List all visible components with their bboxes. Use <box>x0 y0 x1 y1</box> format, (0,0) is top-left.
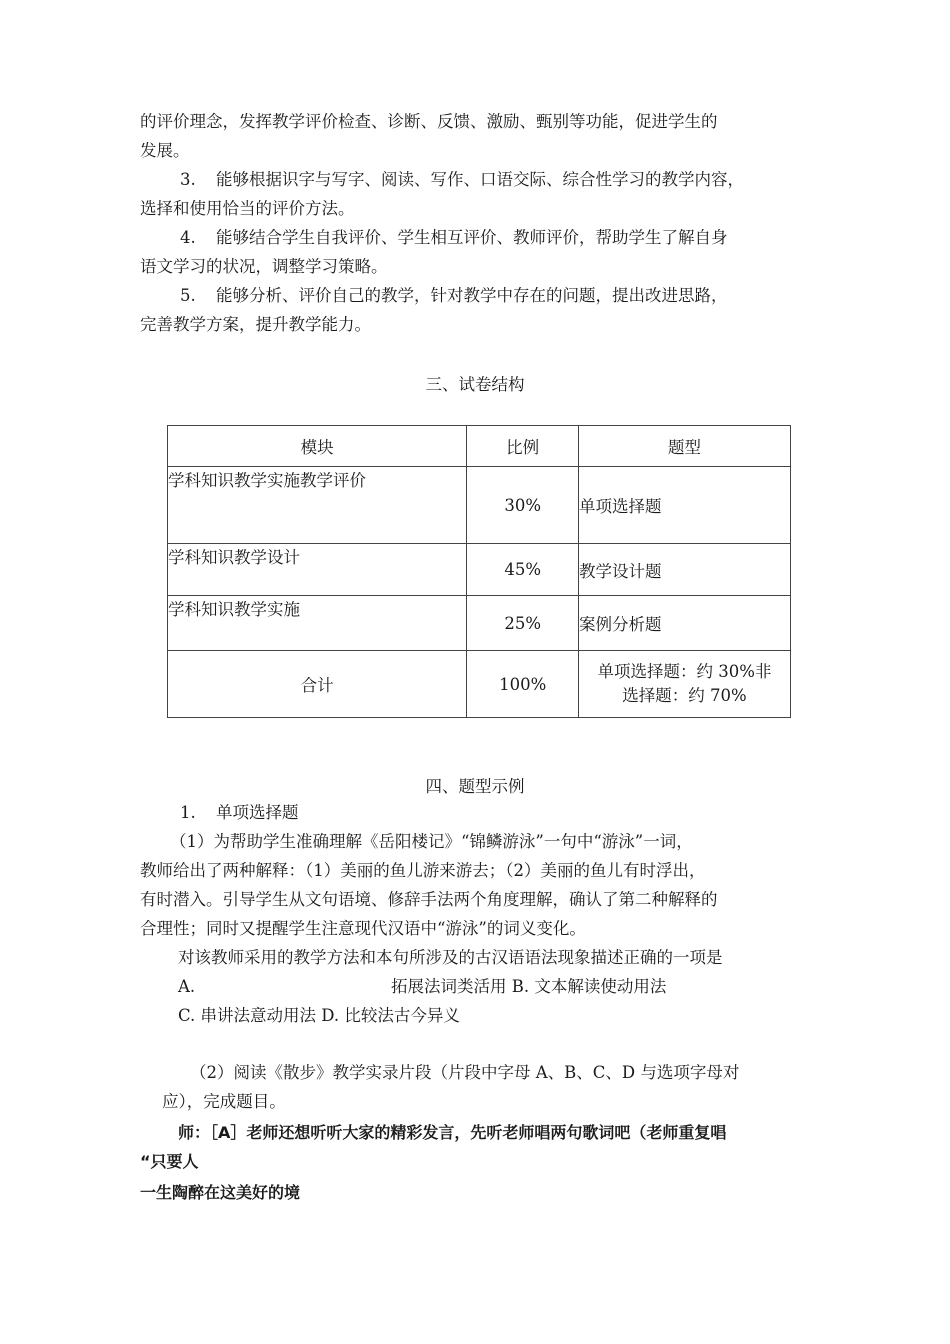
module-cell: 学科知识教学实施 <box>168 596 467 651</box>
transcript-line: 一生陶醉在这美好的境 <box>140 1183 301 1202</box>
option-label: A. <box>178 977 196 996</box>
column-header: 模块 <box>168 426 467 467</box>
module-cell: 学科知识教学设计 <box>168 544 467 596</box>
paragraph-line: 完善教学方案，提升教学能力。 <box>140 315 371 334</box>
table-row <box>168 467 791 544</box>
item-title: 单项选择题 <box>216 803 299 822</box>
exam-structure-table <box>167 425 791 718</box>
total-type-cell <box>578 651 790 718</box>
paragraph-line: 能够结合学生自我评价、学生相互评价、教师评价，帮助学生了解自身 <box>216 228 728 247</box>
type-cell: 单项选择题 <box>578 467 790 544</box>
paragraph-line: 发展。 <box>140 141 190 160</box>
table-row <box>168 596 791 651</box>
list-number: 4. <box>180 228 196 247</box>
paragraph-line: 选择和使用恰当的评价方法。 <box>140 199 355 218</box>
section-heading: 四、题型示例 <box>425 777 525 796</box>
ratio-cell: 45% <box>467 544 579 596</box>
column-header: 题型 <box>578 426 790 467</box>
paragraph-line: 应），完成题目。 <box>162 1092 286 1111</box>
table-total-row <box>168 651 791 718</box>
list-number: 5. <box>180 286 196 305</box>
transcript-line: 师：［A］老师还想听听大家的精彩发言，先听老师唱两句歌词吧（老师重复唱 <box>178 1123 727 1142</box>
paragraph-line: 能够分析、评价自己的教学，针对教学中存在的问题，提出改进思路， <box>216 286 728 305</box>
ratio-cell: 25% <box>467 596 579 651</box>
module-cell: 学科知识教学实施教学评价 <box>168 467 467 544</box>
paragraph-line: 能够根据识字与写字、阅读、写作、口语交际、综合性学习的教学内容， <box>216 170 744 189</box>
total-type-line: 单项选择题：约 30%非 <box>597 662 772 681</box>
type-cell: 案例分析题 <box>578 596 790 651</box>
total-type-line: 选择题：约 70% <box>622 686 747 705</box>
column-header: 比例 <box>467 426 579 467</box>
total-ratio-cell: 100% <box>467 651 579 718</box>
total-module-cell: 合计 <box>168 651 467 718</box>
section-heading: 三、试卷结构 <box>425 375 525 394</box>
table-header-row <box>168 426 791 467</box>
paragraph-line: 语文学习的状况，调整学习策略。 <box>140 257 388 276</box>
type-cell: 教学设计题 <box>578 544 790 596</box>
paragraph-line: 教师给出了两种解释：（1）美丽的鱼儿游来游去；（2）美丽的鱼儿有时浮出， <box>140 861 706 880</box>
paragraph-line: （1）为帮助学生准确理解《岳阳楼记》“锦鳞游泳”一句中“游泳”一词， <box>170 832 693 851</box>
list-number: 1. <box>180 803 196 822</box>
list-number: 3. <box>180 170 196 189</box>
paragraph-line: 有时潜入。引导学生从文句语境、修辞手法两个角度理解，确认了第二种解释的 <box>140 890 718 909</box>
paragraph-line: 合理性；同时又提醒学生注意现代汉语中“游泳”的词义变化。 <box>140 919 586 938</box>
paragraph-line: （2）阅读《散步》教学实录片段（片段中字母 A、B、C、D 与选项字母对 <box>190 1063 740 1082</box>
table-row <box>168 544 791 596</box>
transcript-line: “只要人 <box>140 1152 199 1171</box>
option-line: C. 串讲法意动用法 D. 比较法古今异义 <box>178 1006 460 1025</box>
option-line: 拓展法词类活用 B. 文本解读使动用法 <box>391 977 667 996</box>
paragraph-line: 的评价理念，发挥教学评价检查、诊断、反馈、激励、甄别等功能，促进学生的 <box>140 112 718 131</box>
question-stem: 对该教师采用的教学方法和本句所涉及的古汉语语法现象描述正确的一项是 <box>178 948 723 967</box>
ratio-cell: 30% <box>467 467 579 544</box>
